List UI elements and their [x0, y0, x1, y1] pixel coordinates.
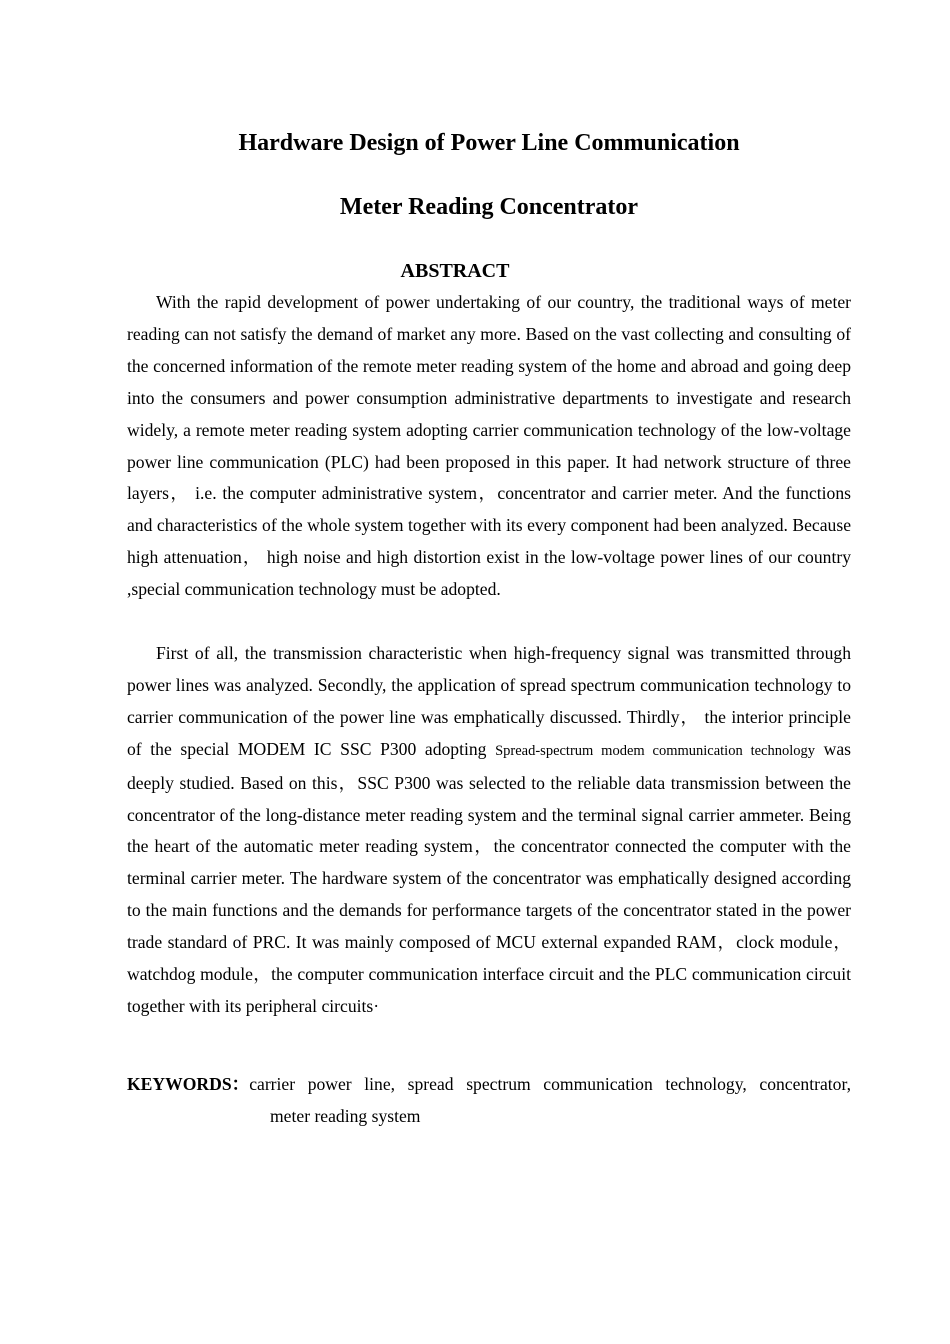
keywords-row [127, 1069, 851, 1101]
abstract-paragraph-1: With the rapid development of power undertaking of our country, the traditional ways of meter reading can not satisfy the demand of market any more. Based on the vast collecting and consulting of the concerned information of the remote meter reading system of the home and abroad and going deep into the consumers and power consumption administrative departments to investigate and research widely, a remote meter reading system adopting carrier communication technology of the low-voltage power line communication (PLC) had been proposed in this paper. It had network structure of three layers， i.e. the computer administrative system，concentrator and carrier meter. And the functions and characteristics of the whole system together with its every component had been analyzed. Because high attenuation， high noise and high distortion exist in the low-voltage power lines of our country ,special communication technology must be adopted. [127, 292, 851, 600]
keywords-label: KEYWORDS： [127, 1074, 250, 1094]
keywords-line-1: carrier power line, spread spectrum communication technology, concentrator, [249, 1074, 851, 1094]
abstract-paragraph-2-part-1: First of all, the transmission characteristic when high-frequency signal was transmitted through power lines was analyzed. Secondly, the application of spread spectrum communication technology to carrier communication of the power line was emphatically discussed. Thirdly， the interior principle of the special MODEM IC SSC P300 adopting [127, 643, 851, 759]
abstract-paragraph-2 [127, 638, 851, 1023]
paper-title-line-2: Meter Reading Concentrator [339, 194, 639, 220]
keywords-line-2: meter reading system [270, 1105, 421, 1126]
keywords-block [127, 1069, 851, 1133]
abstract-paragraph-2-part-2: was deeply studied. Based on this，SSC P300 was selected to the reliable data transmission between the concentrator of the long-distance meter reading system and the terminal signal carrier ammeter. Being the heart of the automatic meter reading system，the concentrator connected the computer with the terminal carrier meter. The hardware system of the concentrator was emphatically designed according to the main functions and the demands for performance targets of the concentrator stated in the power trade standard of PRC. It was mainly composed of MCU external expanded RAM，clock module，watchdog module，the computer communication interface circuit and the PLC communication circuit together with its peripheral circuits· [127, 738, 851, 1016]
abstract-paragraph-2-small-run: Spread-spectrum modem communication technology [495, 742, 815, 759]
paper-title-line-1: Hardware Design of Power Line Communication [238, 130, 740, 156]
abstract-heading: ABSTRACT [400, 260, 510, 282]
